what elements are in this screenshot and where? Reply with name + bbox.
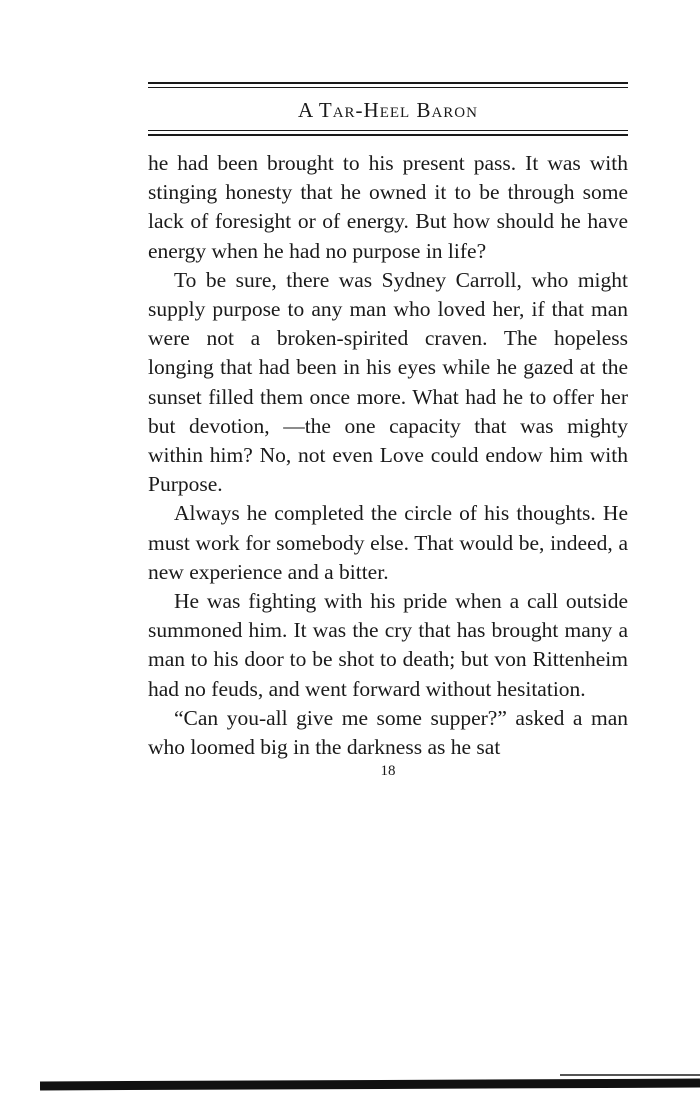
page-number: 18 bbox=[380, 763, 396, 780]
paragraph-continued: he had been brought to his present pass. It was with stinging honesty that he owned it to be through some lack of foresight or of energy. But how should he have energy when he had no purpose in life? bbox=[148, 151, 628, 263]
paragraph: Always he completed the circle of his thoughts. He must work for somebody else. That would be, indeed, a new experience and a bitter. bbox=[148, 501, 628, 584]
scan-edge-line bbox=[560, 1074, 700, 1076]
header-rule-bottom bbox=[148, 130, 628, 131]
scan-edge-bar bbox=[40, 1079, 700, 1091]
header-rule-top bbox=[148, 82, 628, 84]
paragraph: He was fighting with his pride when a call outside summoned him. It was the cry that has brought many a man to his door to be shot to death; but von Rittenheim had no feuds, and went forward without hesitation. bbox=[148, 589, 628, 701]
body-text bbox=[148, 149, 628, 762]
running-title: A Tar-Heel Baron bbox=[298, 98, 478, 122]
paragraph: To be sure, there was Sydney Carroll, who might supply purpose to any man who loved her, if that man were not a broken-spirited craven. The hopeless longing that had been in his eyes while he gazed at the sunset filled them once more. What had he to offer her but devotion, —the one capacity that was mighty within him? No, not even Love could endow him with Purpose. bbox=[148, 267, 628, 497]
paragraph: “Can you-all give me some supper?” asked a man who loomed big in the darkness as he sat bbox=[148, 705, 628, 760]
book-page bbox=[148, 82, 628, 780]
